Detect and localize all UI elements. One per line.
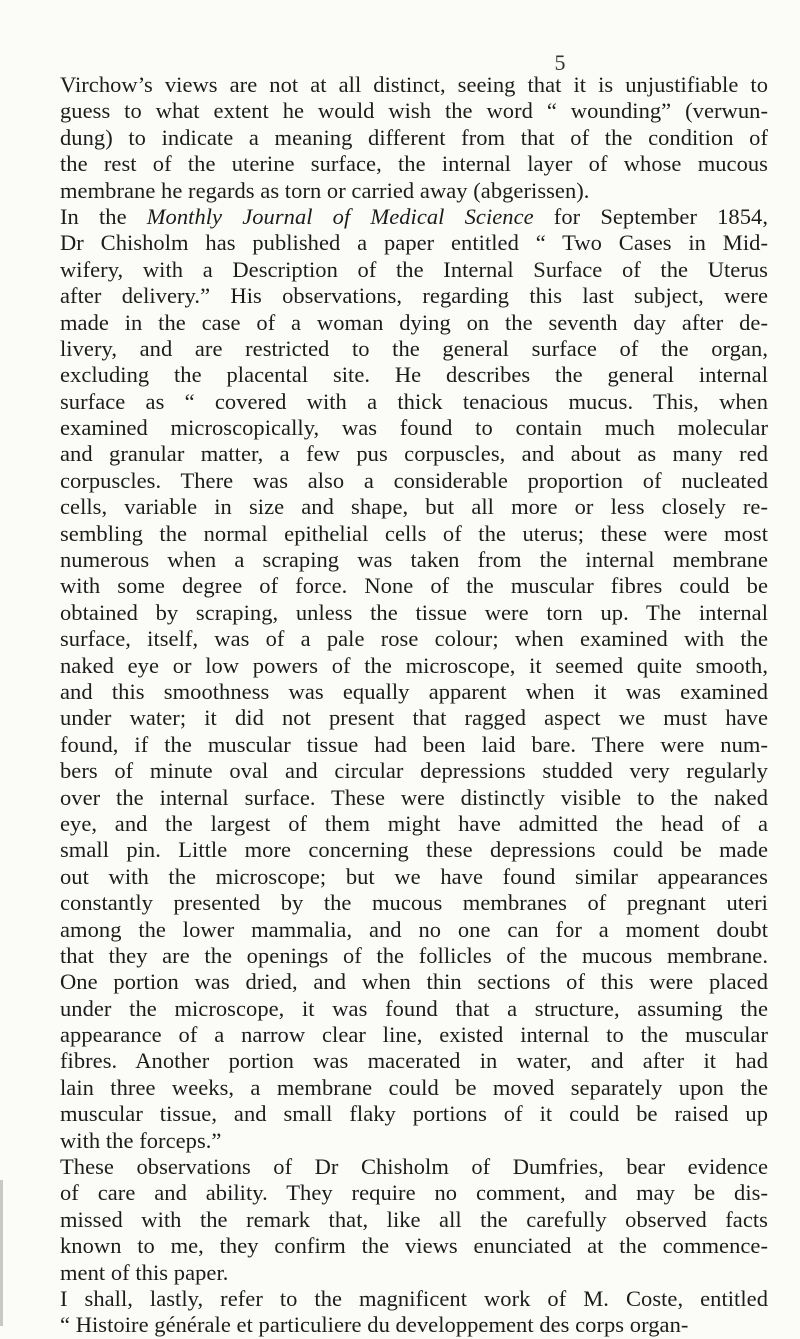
text-line: missed with the remark that, like all the carefully observed facts xyxy=(60,1206,768,1232)
text-line: among the lower mammalia, and no one can for a moment doubt xyxy=(60,916,768,942)
text-line: and granular matter, a few pus corpuscles, and about as many red xyxy=(60,441,768,467)
text-line: numerous when a scraping was taken from the internal membrane xyxy=(60,547,768,573)
text-line: wifery, with a Description of the Internal Surface of the Uterus xyxy=(60,256,768,282)
text-line: known to me, they confirm the views enunciated at the commence- xyxy=(60,1233,768,1259)
text-line: surface as “ covered with a thick tenacious mucus. This, when xyxy=(60,388,768,414)
text-line: ment of this paper. xyxy=(60,1259,229,1285)
text-line: dung) to indicate a meaning different from that of the condition of xyxy=(60,124,768,150)
text-line: and this smoothness was equally apparent when it was examined xyxy=(60,678,768,704)
text-line: “ Histoire générale et particuliere du developpement des corps organ- xyxy=(60,1312,689,1338)
text-line: under water; it did not present that ragged aspect we must have xyxy=(60,705,768,731)
text-line: livery, and are restricted to the general surface of the organ, xyxy=(60,335,768,361)
text-line: after delivery.” His observations, regarding this last subject, were xyxy=(60,283,768,309)
text-line: bers of minute oval and circular depressions studded very regularly xyxy=(60,758,768,784)
body-text xyxy=(60,72,768,1339)
page-number: 5 xyxy=(554,50,566,75)
text-line: out with the microscope; but we have found similar appearances xyxy=(60,863,768,889)
text-line: fibres. Another portion was macerated in water, and after it had xyxy=(60,1048,768,1074)
text-line: found, if the muscular tissue had been laid bare. There were num- xyxy=(60,731,768,757)
text-line: examined microscopically, was found to contain much molecular xyxy=(60,415,768,441)
text-line: excluding the placental site. He describes the general internal xyxy=(60,362,768,388)
text-line: In the Monthly Journal of Medical Science for September 1854, xyxy=(60,203,768,229)
text-line: the rest of the uterine surface, the internal layer of whose mucous xyxy=(60,151,768,177)
text-line: cells, variable in size and shape, but all more or less closely re- xyxy=(60,494,768,520)
text-line: muscular tissue, and small flaky portions of it could be raised up xyxy=(60,1101,768,1127)
text-line: Dr Chisholm has published a paper entitled “ Two Cases in Mid- xyxy=(60,230,768,256)
text-line: of care and ability. They require no comment, and may be dis- xyxy=(60,1180,768,1206)
text-line: surface, itself, was of a pale rose colour; when examined with the xyxy=(60,626,768,652)
text-line: under the microscope, it was found that a structure, assuming the xyxy=(60,995,768,1021)
text-line: lain three weeks, a membrane could be moved separately upon the xyxy=(60,1074,768,1100)
text-line: that they are the openings of the follicles of the mucous membrane. xyxy=(60,942,768,968)
text-line: membrane he regards as torn or carried away (abgerissen). xyxy=(60,177,590,203)
text-line: constantly presented by the mucous membranes of pregnant uteri xyxy=(60,890,768,916)
text-line: naked eye or low powers of the microscope, it seemed quite smooth, xyxy=(60,652,768,678)
text-line: appearance of a narrow clear line, existed internal to the muscular xyxy=(60,1022,768,1048)
text-line: small pin. Little more concerning these depressions could be made xyxy=(60,837,768,863)
text-line: eye, and the largest of them might have admitted the head of a xyxy=(60,810,768,836)
text-line: made in the case of a woman dying on the seventh day after de- xyxy=(60,309,768,335)
text-line: Virchow’s views are not at all distinct, seeing that it is unjustifiable to xyxy=(60,72,768,97)
text-line: These observations of Dr Chisholm of Dumfries, bear evidence xyxy=(60,1154,768,1180)
text-line: I shall, lastly, refer to the magnificent work of M. Coste, entitled xyxy=(60,1285,768,1311)
text-line: One portion was dried, and when thin sections of this were placed xyxy=(60,969,768,995)
text-line: sembling the normal epithelial cells of the uterus; these were most xyxy=(60,520,768,546)
text-line: over the internal surface. These were distinctly visible to the naked xyxy=(60,784,768,810)
text-line: guess to what extent he would wish the word “ wounding” (verwun- xyxy=(60,98,768,124)
text-line: with some degree of force. None of the muscular fibres could be xyxy=(60,573,768,599)
text-line: obtained by scraping, unless the tissue were torn up. The internal xyxy=(60,599,768,625)
text-line: with the forceps.” xyxy=(60,1127,222,1153)
text-line: corpuscles. There was also a considerable proportion of nucleated xyxy=(60,467,768,493)
page-edge-shadow xyxy=(0,1180,3,1326)
